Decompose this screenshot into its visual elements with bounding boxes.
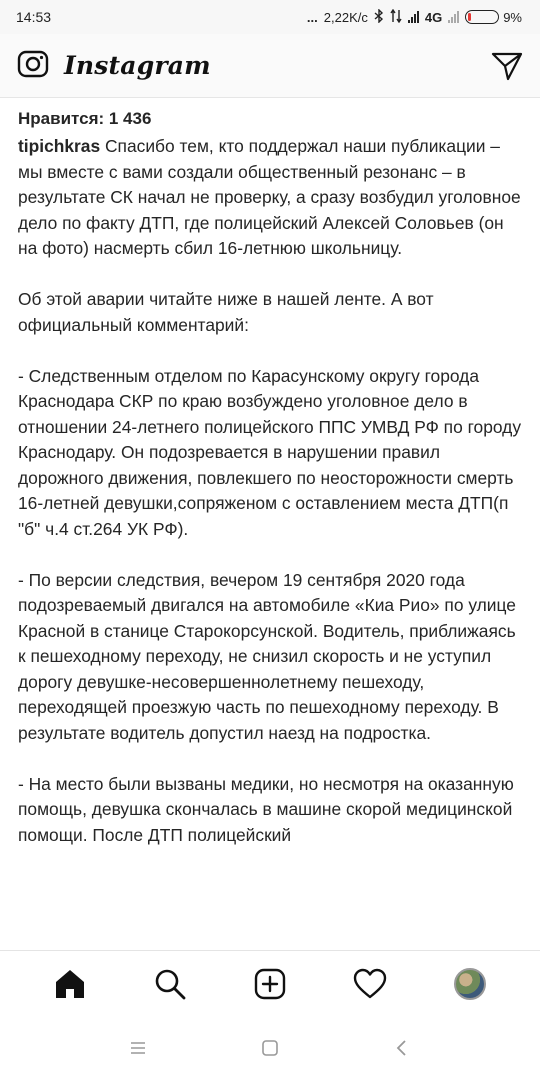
caption-paragraph: Об этой аварии читайте ниже в нашей ленте. А вот официальный комментарий: <box>18 289 434 335</box>
status-dots: ... <box>306 9 318 25</box>
avatar <box>454 968 486 1000</box>
bluetooth-icon <box>374 9 384 26</box>
profile-avatar[interactable] <box>448 962 492 1006</box>
caption-paragraph: - По версии следствия, вечером 19 сентября 2020 года подозреваемый двигался на автомобиле «Киа Рио» по улице Красной в станице Старокорсунской. Водитель, приближаясь к пешеходному переходу, не снизил скорость и не уступил дорогу девушке-несовершеннолетнему пешеходу, переходящей проезжую часть по пешеходному переходу. В результате водитель допустил наезд на подростка. <box>18 569 516 743</box>
status-indicators <box>307 9 522 26</box>
data-transfer-icon <box>390 9 402 26</box>
post-content <box>0 98 540 950</box>
signal-bars-icon <box>408 11 419 23</box>
battery-indicator <box>465 10 522 25</box>
network-type: 4G <box>424 9 443 25</box>
app-header <box>0 34 540 98</box>
post-username[interactable]: tipichkras <box>18 136 101 156</box>
system-navigation <box>0 1016 540 1080</box>
signal-bars-2-icon <box>448 11 459 23</box>
activity-heart-icon[interactable] <box>348 962 392 1006</box>
bottom-navigation <box>0 950 540 1016</box>
battery-percent: 9% <box>503 9 522 25</box>
menu-icon[interactable] <box>120 1030 156 1066</box>
caption-paragraph <box>18 134 522 262</box>
status-bar <box>0 0 540 34</box>
search-icon[interactable] <box>148 962 192 1006</box>
home-icon[interactable] <box>48 962 92 1006</box>
battery-fill <box>468 13 471 21</box>
caption-text: Спасибо тем, кто поддержал наши публикации – мы вместе с вами создали общественный резонанс – в результате СК начал не проверку, а сразу возбудил уголовное дело по факту ДТП, где полицейский Алексей Соловьев (он на фото) насмерть сбил 16-летнюю школьницу. <box>18 136 521 258</box>
likes-count[interactable]: Нравится: 1 436 <box>18 109 152 128</box>
new-post-icon[interactable] <box>248 962 292 1006</box>
network-speed: 2,22K/c <box>323 9 368 25</box>
back-icon[interactable] <box>384 1030 420 1066</box>
direct-message-icon[interactable] <box>490 49 524 83</box>
caption-paragraph: - Следственным отделом по Карасунскому округу города Краснодара СКР по краю возбуждено уголовное дело в отношении 24-летнего полицейского ППС УМВД РФ по городу Краснодару. Он подозревается в нарушении правил дорожного движения, повлекшего по неосторожности смерть 16-летней девушки,сопряженом с оставлением места ДТП(п "б" ч.4 ст.264 УК РФ). <box>18 365 522 539</box>
camera-icon[interactable] <box>16 46 50 85</box>
caption-paragraph: - На место были вызваны медики, но несмотря на оказанную помощь, девушка скончалась в машине скорой медицинской помощи. После ДТП полицейский <box>18 773 514 845</box>
status-time: 14:53 <box>16 9 52 25</box>
home-square-icon[interactable] <box>252 1030 288 1066</box>
app-logo-title: Instagram <box>64 51 211 80</box>
post-caption <box>18 134 522 848</box>
battery-icon <box>465 10 499 24</box>
